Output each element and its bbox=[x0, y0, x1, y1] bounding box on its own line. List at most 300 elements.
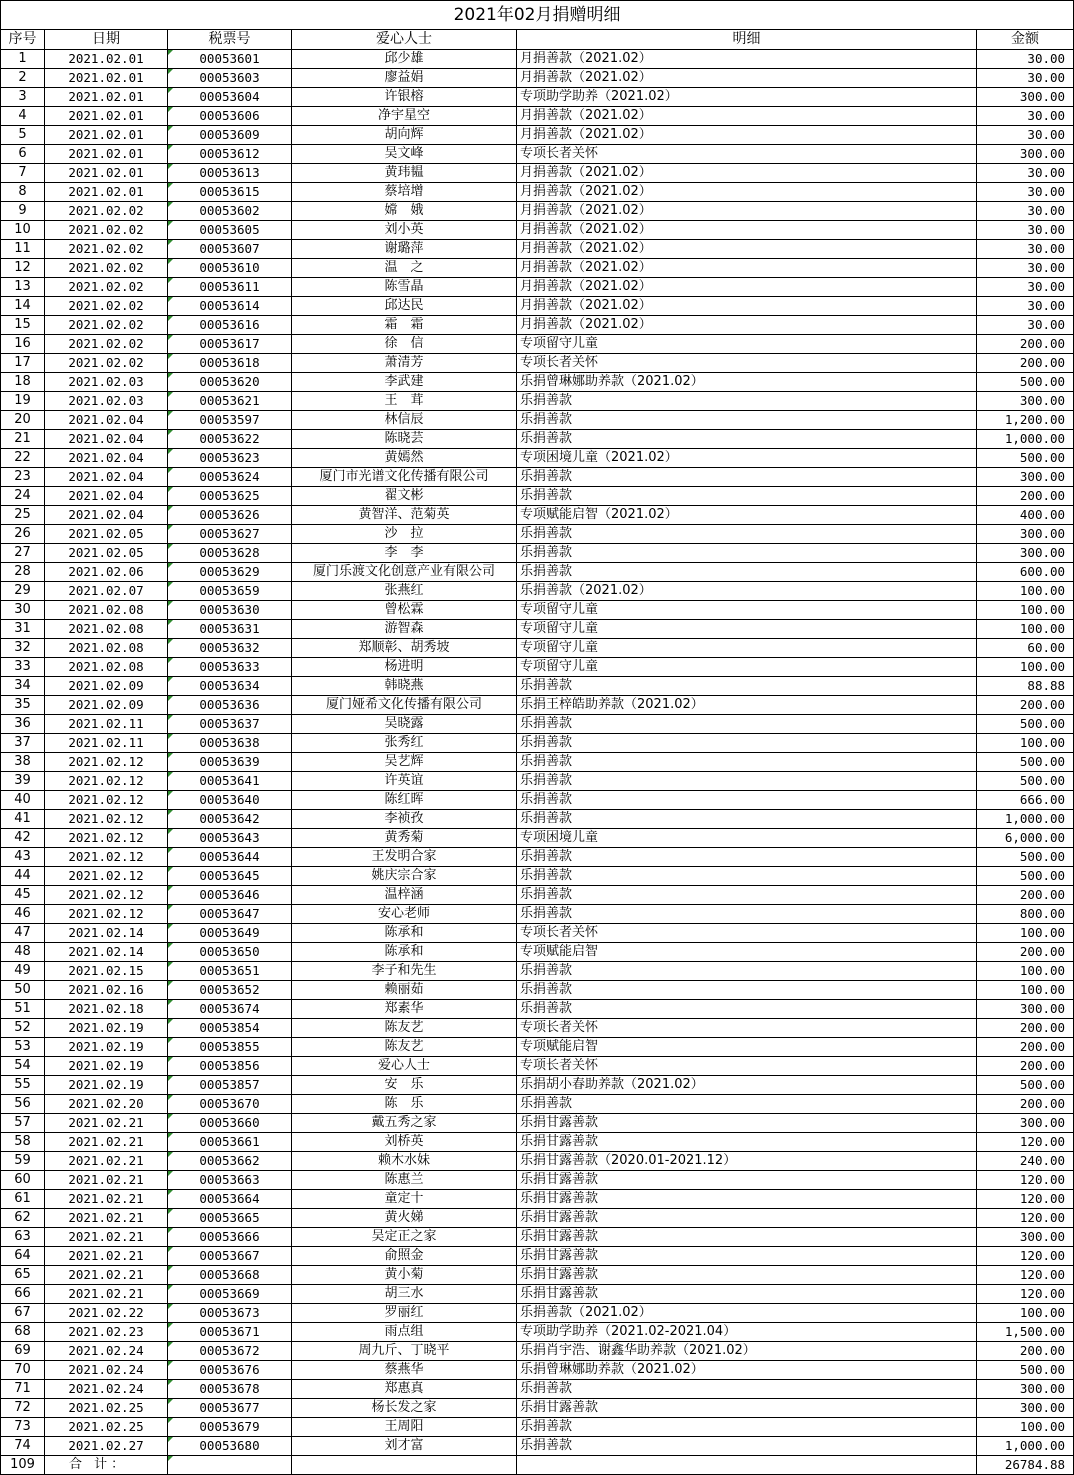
cell-seq: 7 bbox=[1, 164, 45, 183]
cell-donor: 廖益娟 bbox=[292, 69, 517, 88]
table-row bbox=[1, 164, 1074, 183]
cell-seq: 4 bbox=[1, 107, 45, 126]
cell-seq: 9 bbox=[1, 202, 45, 221]
table-row bbox=[1, 506, 1074, 525]
cell-donor: 罗丽红 bbox=[292, 1304, 517, 1323]
cell-detail: 专项困境儿童（2021.02） bbox=[517, 449, 977, 468]
cell-tax-no: 00053679 bbox=[168, 1418, 292, 1437]
cell-seq: 5 bbox=[1, 126, 45, 145]
table-row bbox=[1, 259, 1074, 278]
cell-tax-no: 00053610 bbox=[168, 259, 292, 278]
cell-donor: 嫦 娥 bbox=[292, 202, 517, 221]
cell-detail: 乐捐善款 bbox=[517, 886, 977, 905]
cell-tax-no: 00053604 bbox=[168, 88, 292, 107]
cell-amount: 100.00 bbox=[977, 1418, 1074, 1437]
cell-amount: 200.00 bbox=[977, 943, 1074, 962]
cell-tax-no: 00053628 bbox=[168, 544, 292, 563]
cell-date: 2021.02.04 bbox=[45, 468, 168, 487]
cell-seq: 19 bbox=[1, 392, 45, 411]
cell-date: 2021.02.21 bbox=[45, 1247, 168, 1266]
cell-seq: 8 bbox=[1, 183, 45, 202]
table-row bbox=[1, 525, 1074, 544]
cell-tax-no: 00053647 bbox=[168, 905, 292, 924]
cell-donor: 黄玮韫 bbox=[292, 164, 517, 183]
cell-donor: 郑惠真 bbox=[292, 1380, 517, 1399]
cell-detail: 月捐善款（2021.02） bbox=[517, 259, 977, 278]
cell-detail: 乐捐善款 bbox=[517, 867, 977, 886]
table-row bbox=[1, 981, 1074, 1000]
cell-amount: 100.00 bbox=[977, 734, 1074, 753]
cell-donor: 童定十 bbox=[292, 1190, 517, 1209]
cell-detail: 乐捐善款 bbox=[517, 430, 977, 449]
cell-tax-no: 00053667 bbox=[168, 1247, 292, 1266]
cell-detail: 乐捐善款 bbox=[517, 962, 977, 981]
cell-donor: 王周阳 bbox=[292, 1418, 517, 1437]
title-row bbox=[1, 1, 1074, 30]
cell-date: 2021.02.01 bbox=[45, 107, 168, 126]
cell-tax-no: 00053664 bbox=[168, 1190, 292, 1209]
cell-date: 2021.02.12 bbox=[45, 810, 168, 829]
table-row bbox=[1, 1437, 1074, 1456]
cell-date: 2021.02.12 bbox=[45, 829, 168, 848]
cell-seq: 33 bbox=[1, 658, 45, 677]
cell-date: 2021.02.19 bbox=[45, 1076, 168, 1095]
cell-amount: 200.00 bbox=[977, 696, 1074, 715]
cell-amount: 120.00 bbox=[977, 1247, 1074, 1266]
cell-tax-no: 00053666 bbox=[168, 1228, 292, 1247]
cell-date: 2021.02.19 bbox=[45, 1019, 168, 1038]
cell-tax-no: 00053678 bbox=[168, 1380, 292, 1399]
cell-amount: 30.00 bbox=[977, 297, 1074, 316]
cell-tax-no: 00053856 bbox=[168, 1057, 292, 1076]
table-row bbox=[1, 848, 1074, 867]
cell-seq: 57 bbox=[1, 1114, 45, 1133]
table-row bbox=[1, 601, 1074, 620]
cell-date: 2021.02.02 bbox=[45, 259, 168, 278]
cell-detail: 月捐善款（2021.02） bbox=[517, 164, 977, 183]
cell-donor: 陈承和 bbox=[292, 943, 517, 962]
cell-detail: 专项留守儿童 bbox=[517, 639, 977, 658]
total-count: 109 bbox=[1, 1456, 45, 1475]
table-row bbox=[1, 905, 1074, 924]
cell-seq: 17 bbox=[1, 354, 45, 373]
cell-date: 2021.02.25 bbox=[45, 1399, 168, 1418]
cell-donor: 陈友艺 bbox=[292, 1019, 517, 1038]
cell-tax-no: 00053601 bbox=[168, 50, 292, 69]
cell-detail: 月捐善款（2021.02） bbox=[517, 107, 977, 126]
cell-date: 2021.02.04 bbox=[45, 430, 168, 449]
cell-seq: 63 bbox=[1, 1228, 45, 1247]
cell-donor: 黄智洋、范菊英 bbox=[292, 506, 517, 525]
cell-seq: 65 bbox=[1, 1266, 45, 1285]
cell-amount: 1,000.00 bbox=[977, 430, 1074, 449]
table-row bbox=[1, 696, 1074, 715]
table-row bbox=[1, 582, 1074, 601]
cell-seq: 56 bbox=[1, 1095, 45, 1114]
cell-detail: 月捐善款（2021.02） bbox=[517, 297, 977, 316]
cell-tax-no: 00053646 bbox=[168, 886, 292, 905]
cell-donor: 陈友艺 bbox=[292, 1038, 517, 1057]
cell-tax-no: 00053642 bbox=[168, 810, 292, 829]
cell-amount: 100.00 bbox=[977, 962, 1074, 981]
cell-detail: 乐捐甘露善款 bbox=[517, 1247, 977, 1266]
cell-detail: 乐捐善款 bbox=[517, 981, 977, 1000]
cell-seq: 49 bbox=[1, 962, 45, 981]
cell-amount: 500.00 bbox=[977, 848, 1074, 867]
cell-date: 2021.02.12 bbox=[45, 848, 168, 867]
cell-date: 2021.02.21 bbox=[45, 1171, 168, 1190]
table-row bbox=[1, 1285, 1074, 1304]
table-row bbox=[1, 1247, 1074, 1266]
cell-amount: 100.00 bbox=[977, 981, 1074, 1000]
cell-detail: 专项困境儿童 bbox=[517, 829, 977, 848]
cell-donor: 刘小英 bbox=[292, 221, 517, 240]
cell-date: 2021.02.27 bbox=[45, 1437, 168, 1456]
table-row bbox=[1, 468, 1074, 487]
cell-date: 2021.02.08 bbox=[45, 601, 168, 620]
cell-tax-no: 00053668 bbox=[168, 1266, 292, 1285]
cell-date: 2021.02.02 bbox=[45, 316, 168, 335]
cell-date: 2021.02.01 bbox=[45, 183, 168, 202]
cell-donor: 陈承和 bbox=[292, 924, 517, 943]
cell-seq: 6 bbox=[1, 145, 45, 164]
cell-date: 2021.02.02 bbox=[45, 202, 168, 221]
cell-date: 2021.02.14 bbox=[45, 924, 168, 943]
cell-donor: 李 李 bbox=[292, 544, 517, 563]
cell-donor: 厦门市光谱文化传播有限公司 bbox=[292, 468, 517, 487]
table-row bbox=[1, 829, 1074, 848]
cell-amount: 800.00 bbox=[977, 905, 1074, 924]
cell-date: 2021.02.01 bbox=[45, 164, 168, 183]
cell-amount: 500.00 bbox=[977, 373, 1074, 392]
cell-donor: 张秀红 bbox=[292, 734, 517, 753]
cell-seq: 16 bbox=[1, 335, 45, 354]
cell-tax-no: 00053854 bbox=[168, 1019, 292, 1038]
cell-donor: 邱达民 bbox=[292, 297, 517, 316]
table-row bbox=[1, 335, 1074, 354]
cell-date: 2021.02.03 bbox=[45, 373, 168, 392]
cell-tax-no: 00053613 bbox=[168, 164, 292, 183]
cell-amount: 300.00 bbox=[977, 1399, 1074, 1418]
cell-amount: 300.00 bbox=[977, 88, 1074, 107]
table-row bbox=[1, 107, 1074, 126]
cell-detail: 乐捐善款 bbox=[517, 848, 977, 867]
cell-date: 2021.02.05 bbox=[45, 544, 168, 563]
cell-seq: 39 bbox=[1, 772, 45, 791]
cell-donor: 刘才富 bbox=[292, 1437, 517, 1456]
cell-date: 2021.02.12 bbox=[45, 886, 168, 905]
table-row bbox=[1, 202, 1074, 221]
cell-seq: 25 bbox=[1, 506, 45, 525]
cell-detail: 专项长者关怀 bbox=[517, 354, 977, 373]
cell-amount: 1,200.00 bbox=[977, 411, 1074, 430]
cell-seq: 53 bbox=[1, 1038, 45, 1057]
table-row bbox=[1, 1038, 1074, 1057]
cell-detail: 乐捐甘露善款 bbox=[517, 1209, 977, 1228]
cell-amount: 6,000.00 bbox=[977, 829, 1074, 848]
cell-detail: 乐捐甘露善款 bbox=[517, 1266, 977, 1285]
cell-detail: 乐捐甘露善款 bbox=[517, 1114, 977, 1133]
cell-tax-no: 00053637 bbox=[168, 715, 292, 734]
cell-seq: 12 bbox=[1, 259, 45, 278]
cell-amount: 300.00 bbox=[977, 525, 1074, 544]
cell-donor: 周九斤、丁晓平 bbox=[292, 1342, 517, 1361]
cell-tax-no: 00053661 bbox=[168, 1133, 292, 1152]
cell-amount: 100.00 bbox=[977, 658, 1074, 677]
cell-amount: 120.00 bbox=[977, 1209, 1074, 1228]
cell-seq: 29 bbox=[1, 582, 45, 601]
table-row bbox=[1, 1133, 1074, 1152]
cell-seq: 73 bbox=[1, 1418, 45, 1437]
cell-amount: 500.00 bbox=[977, 715, 1074, 734]
cell-donor: 翟文彬 bbox=[292, 487, 517, 506]
cell-date: 2021.02.11 bbox=[45, 715, 168, 734]
cell-tax-no: 00053623 bbox=[168, 449, 292, 468]
cell-tax-no: 00053603 bbox=[168, 69, 292, 88]
cell-detail: 月捐善款（2021.02） bbox=[517, 202, 977, 221]
cell-date: 2021.02.24 bbox=[45, 1380, 168, 1399]
cell-seq: 28 bbox=[1, 563, 45, 582]
cell-date: 2021.02.02 bbox=[45, 354, 168, 373]
cell-donor: 蔡燕华 bbox=[292, 1361, 517, 1380]
cell-donor: 杨进明 bbox=[292, 658, 517, 677]
cell-donor: 爱心人士 bbox=[292, 1057, 517, 1076]
cell-detail: 乐捐善款 bbox=[517, 1000, 977, 1019]
sheet-title: 2021年02月捐赠明细 bbox=[1, 1, 1074, 30]
table-row bbox=[1, 734, 1074, 753]
cell-detail: 专项长者关怀 bbox=[517, 145, 977, 164]
cell-seq: 45 bbox=[1, 886, 45, 905]
cell-detail: 专项赋能启智（2021.02） bbox=[517, 506, 977, 525]
cell-date: 2021.02.12 bbox=[45, 905, 168, 924]
cell-donor: 邱少雄 bbox=[292, 50, 517, 69]
cell-date: 2021.02.08 bbox=[45, 620, 168, 639]
cell-detail: 乐捐甘露善款 bbox=[517, 1133, 977, 1152]
cell-tax-no: 00053641 bbox=[168, 772, 292, 791]
cell-seq: 34 bbox=[1, 677, 45, 696]
cell-amount: 100.00 bbox=[977, 620, 1074, 639]
cell-amount: 120.00 bbox=[977, 1266, 1074, 1285]
table-row bbox=[1, 1076, 1074, 1095]
cell-donor: 杨长发之家 bbox=[292, 1399, 517, 1418]
cell-date: 2021.02.12 bbox=[45, 791, 168, 810]
table-row bbox=[1, 867, 1074, 886]
cell-donor: 王发明合家 bbox=[292, 848, 517, 867]
cell-donor: 蔡培增 bbox=[292, 183, 517, 202]
cell-amount: 300.00 bbox=[977, 392, 1074, 411]
cell-tax-no: 00053622 bbox=[168, 430, 292, 449]
header-row bbox=[1, 30, 1074, 50]
cell-date: 2021.02.20 bbox=[45, 1095, 168, 1114]
cell-seq: 51 bbox=[1, 1000, 45, 1019]
cell-amount: 400.00 bbox=[977, 506, 1074, 525]
cell-date: 2021.02.11 bbox=[45, 734, 168, 753]
cell-amount: 200.00 bbox=[977, 487, 1074, 506]
cell-date: 2021.02.08 bbox=[45, 639, 168, 658]
cell-tax-no: 00053644 bbox=[168, 848, 292, 867]
table-row bbox=[1, 1114, 1074, 1133]
cell-tax-no: 00053631 bbox=[168, 620, 292, 639]
cell-seq: 30 bbox=[1, 601, 45, 620]
table-row bbox=[1, 943, 1074, 962]
cell-donor: 游智森 bbox=[292, 620, 517, 639]
cell-tax-no: 00053630 bbox=[168, 601, 292, 620]
cell-detail: 专项留守儿童 bbox=[517, 601, 977, 620]
cell-seq: 54 bbox=[1, 1057, 45, 1076]
cell-amount: 30.00 bbox=[977, 164, 1074, 183]
cell-donor: 赖丽茹 bbox=[292, 981, 517, 1000]
header-tax-no: 税票号 bbox=[168, 30, 292, 50]
cell-detail: 乐捐善款 bbox=[517, 734, 977, 753]
cell-detail: 乐捐善款 bbox=[517, 544, 977, 563]
cell-donor: 厦门娅希文化传播有限公司 bbox=[292, 696, 517, 715]
cell-tax-no: 00053614 bbox=[168, 297, 292, 316]
cell-amount: 100.00 bbox=[977, 1304, 1074, 1323]
cell-donor: 黄火娣 bbox=[292, 1209, 517, 1228]
cell-amount: 120.00 bbox=[977, 1171, 1074, 1190]
cell-date: 2021.02.23 bbox=[45, 1323, 168, 1342]
cell-date: 2021.02.19 bbox=[45, 1038, 168, 1057]
cell-seq: 38 bbox=[1, 753, 45, 772]
cell-donor: 吴晓露 bbox=[292, 715, 517, 734]
cell-seq: 71 bbox=[1, 1380, 45, 1399]
cell-amount: 30.00 bbox=[977, 183, 1074, 202]
cell-amount: 300.00 bbox=[977, 1380, 1074, 1399]
cell-tax-no: 00053618 bbox=[168, 354, 292, 373]
cell-donor: 戴五秀之家 bbox=[292, 1114, 517, 1133]
cell-donor: 郑素华 bbox=[292, 1000, 517, 1019]
cell-tax-no: 00053857 bbox=[168, 1076, 292, 1095]
table-row bbox=[1, 1342, 1074, 1361]
cell-detail: 专项留守儿童 bbox=[517, 620, 977, 639]
cell-donor: 许英谊 bbox=[292, 772, 517, 791]
table-row bbox=[1, 392, 1074, 411]
cell-tax-no: 00053670 bbox=[168, 1095, 292, 1114]
cell-donor: 陈 乐 bbox=[292, 1095, 517, 1114]
cell-donor: 陈晓芸 bbox=[292, 430, 517, 449]
cell-seq: 18 bbox=[1, 373, 45, 392]
table-row bbox=[1, 373, 1074, 392]
cell-tax-no: 00053662 bbox=[168, 1152, 292, 1171]
cell-seq: 67 bbox=[1, 1304, 45, 1323]
cell-amount: 30.00 bbox=[977, 126, 1074, 145]
table-row bbox=[1, 1000, 1074, 1019]
cell-date: 2021.02.08 bbox=[45, 658, 168, 677]
cell-tax-no: 00053597 bbox=[168, 411, 292, 430]
table-row bbox=[1, 1019, 1074, 1038]
cell-tax-no: 00053674 bbox=[168, 1000, 292, 1019]
cell-seq: 66 bbox=[1, 1285, 45, 1304]
cell-tax-no: 00053602 bbox=[168, 202, 292, 221]
cell-donor: 林信辰 bbox=[292, 411, 517, 430]
total-amount: 26784.88 bbox=[977, 1456, 1074, 1475]
cell-seq: 3 bbox=[1, 88, 45, 107]
cell-tax-no: 00053634 bbox=[168, 677, 292, 696]
table-row bbox=[1, 1152, 1074, 1171]
cell-seq: 41 bbox=[1, 810, 45, 829]
cell-donor: 吴艺辉 bbox=[292, 753, 517, 772]
cell-detail: 乐捐曾琳娜助养款（2021.02） bbox=[517, 1361, 977, 1380]
cell-seq: 72 bbox=[1, 1399, 45, 1418]
table-row bbox=[1, 1190, 1074, 1209]
table-row bbox=[1, 1304, 1074, 1323]
cell-donor: 王 茸 bbox=[292, 392, 517, 411]
cell-detail: 专项长者关怀 bbox=[517, 1019, 977, 1038]
table-row bbox=[1, 411, 1074, 430]
cell-seq: 14 bbox=[1, 297, 45, 316]
table-row bbox=[1, 1399, 1074, 1418]
cell-amount: 30.00 bbox=[977, 240, 1074, 259]
cell-amount: 120.00 bbox=[977, 1133, 1074, 1152]
table-row bbox=[1, 772, 1074, 791]
cell-amount: 500.00 bbox=[977, 1076, 1074, 1095]
cell-detail: 乐捐善款（2021.02） bbox=[517, 582, 977, 601]
cell-seq: 27 bbox=[1, 544, 45, 563]
cell-seq: 68 bbox=[1, 1323, 45, 1342]
cell-donor: 雨点组 bbox=[292, 1323, 517, 1342]
table-row bbox=[1, 1209, 1074, 1228]
cell-date: 2021.02.21 bbox=[45, 1114, 168, 1133]
table-row bbox=[1, 1380, 1074, 1399]
cell-tax-no: 00053645 bbox=[168, 867, 292, 886]
cell-tax-no: 00053606 bbox=[168, 107, 292, 126]
cell-donor: 张燕红 bbox=[292, 582, 517, 601]
cell-donor: 曾松霖 bbox=[292, 601, 517, 620]
cell-amount: 300.00 bbox=[977, 1114, 1074, 1133]
cell-tax-no: 00053633 bbox=[168, 658, 292, 677]
cell-date: 2021.02.01 bbox=[45, 145, 168, 164]
cell-detail: 乐捐善款 bbox=[517, 1418, 977, 1437]
cell-seq: 24 bbox=[1, 487, 45, 506]
cell-detail: 乐捐善款 bbox=[517, 563, 977, 582]
cell-donor: 黄小菊 bbox=[292, 1266, 517, 1285]
cell-date: 2021.02.21 bbox=[45, 1133, 168, 1152]
cell-amount: 1,500.00 bbox=[977, 1323, 1074, 1342]
cell-date: 2021.02.01 bbox=[45, 126, 168, 145]
cell-donor: 黄秀菊 bbox=[292, 829, 517, 848]
cell-detail: 乐捐甘露善款 bbox=[517, 1190, 977, 1209]
cell-amount: 120.00 bbox=[977, 1190, 1074, 1209]
cell-seq: 59 bbox=[1, 1152, 45, 1171]
cell-seq: 2 bbox=[1, 69, 45, 88]
table-row bbox=[1, 962, 1074, 981]
header-donor: 爱心人士 bbox=[292, 30, 517, 50]
cell-detail: 专项赋能启智 bbox=[517, 1038, 977, 1057]
cell-seq: 21 bbox=[1, 430, 45, 449]
table-row bbox=[1, 297, 1074, 316]
cell-date: 2021.02.21 bbox=[45, 1285, 168, 1304]
cell-detail: 乐捐善款 bbox=[517, 411, 977, 430]
cell-seq: 22 bbox=[1, 449, 45, 468]
cell-tax-no: 00053659 bbox=[168, 582, 292, 601]
cell-donor: 吴定正之家 bbox=[292, 1228, 517, 1247]
table-row bbox=[1, 544, 1074, 563]
cell-date: 2021.02.04 bbox=[45, 506, 168, 525]
cell-date: 2021.02.12 bbox=[45, 772, 168, 791]
cell-donor: 黄嫣然 bbox=[292, 449, 517, 468]
cell-date: 2021.02.07 bbox=[45, 582, 168, 601]
cell-date: 2021.02.21 bbox=[45, 1266, 168, 1285]
table-row bbox=[1, 354, 1074, 373]
cell-tax-no: 00053605 bbox=[168, 221, 292, 240]
cell-detail: 乐捐王梓皓助养款（2021.02） bbox=[517, 696, 977, 715]
cell-detail: 乐捐善款 bbox=[517, 1380, 977, 1399]
cell-date: 2021.02.12 bbox=[45, 867, 168, 886]
cell-tax-no: 00053665 bbox=[168, 1209, 292, 1228]
cell-date: 2021.02.09 bbox=[45, 696, 168, 715]
table-row bbox=[1, 886, 1074, 905]
table-row bbox=[1, 487, 1074, 506]
